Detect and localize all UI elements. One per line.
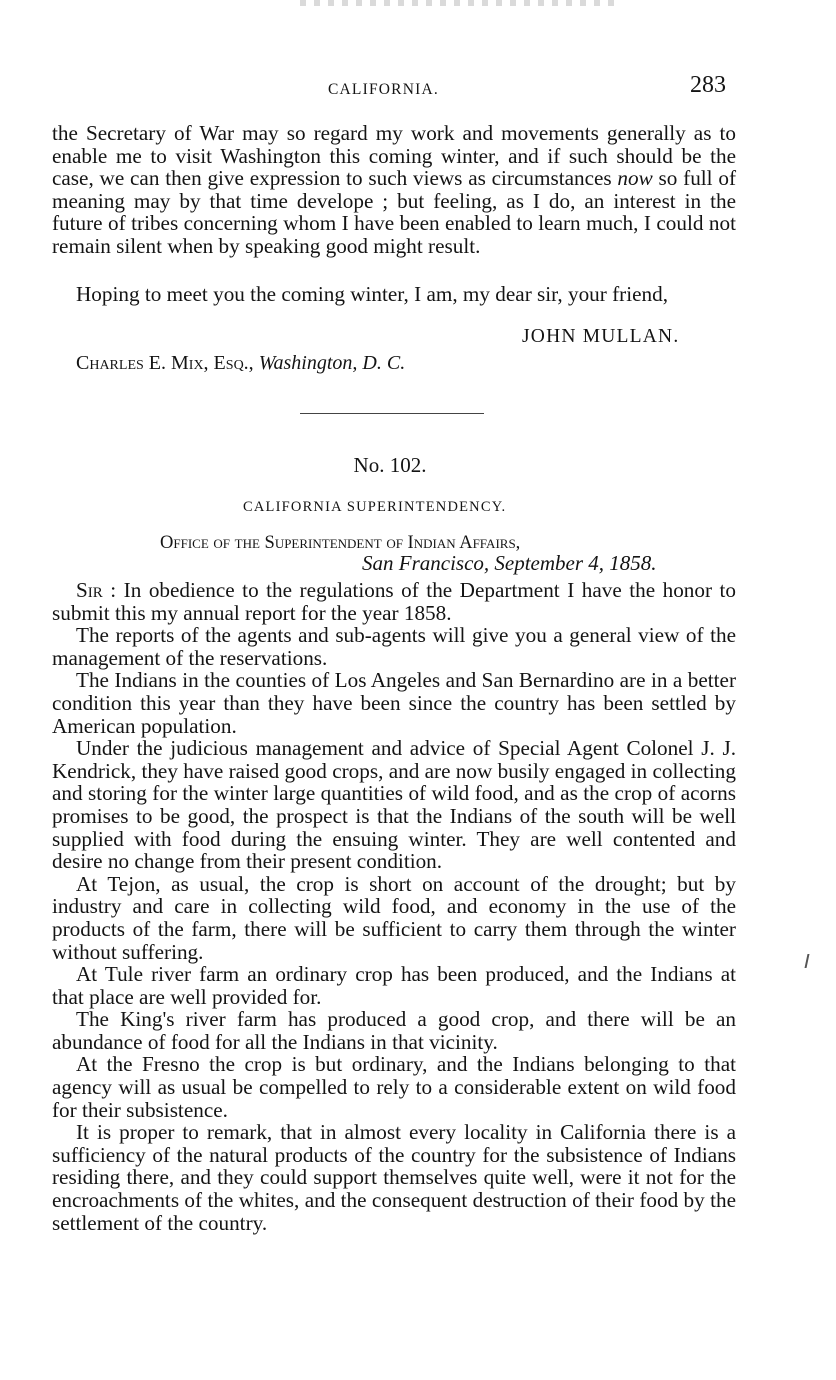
report-paragraph: At the Fresno the crop is but ordinary, and the Indians belonging to that agency will as usual be compelled to rely to a considerable extent on wild food for their subsistence. [52, 1052, 736, 1122]
salutation: Sir : [76, 578, 117, 602]
letter-paragraph-text: the Secretary of War may so regard my work and movements generally as to enable me to visit Washington this coming winter, and if such should be the case, we can then give expression to such views as circumstances now so full of meaning may by that time develope ; but feeling, as I do, an interest in the future of tribes concerning whom I have been enabled to learn much, I could not remain silent when by speaking good might result. [52, 121, 736, 258]
page-number: 283 [690, 72, 726, 98]
report-paragraph: The reports of the agents and sub-agents will give you a general view of the management of the reservations. [52, 623, 736, 670]
scan-edge-marks [300, 0, 620, 6]
report-paragraph: Under the judicious management and advice of Special Agent Colonel J. J. Kendrick, they have raised good crops, and are now busily engaged in collecting and storing for the winter large quantities of wild food, and as the crop of acorns promises to be good, the prospect is that the Indians of the south will be well supplied with food during the ensuing winter. They are well contented and desire no change from their present condition. [52, 736, 736, 874]
running-head [0, 72, 836, 106]
place-date-line [362, 551, 657, 576]
margin-mark [805, 954, 810, 968]
letter-closing [52, 283, 736, 306]
report-paragraph [52, 579, 736, 624]
office-line: Office of the Superintendent of Indian Affairs, [160, 533, 521, 553]
report-body [52, 579, 736, 1234]
addressee-place: Washington, D. C. [258, 352, 406, 374]
signature: JOHN MULLAN. [522, 326, 680, 347]
report-paragraph: At Tule river farm an ordinary crop has been produced, and the Indians at that place are well provided for. [52, 962, 736, 1009]
running-head-title: CALIFORNIA. [328, 81, 439, 98]
letter-paragraph [52, 122, 736, 258]
document-number: No. 102. [353, 453, 427, 477]
report-paragraph-text: In obedience to the regulations of the Department I have the honor to submit this my annual report for the year 1858. [52, 578, 737, 625]
addressee-name: Charles E. Mix, Esq., [76, 352, 254, 374]
section-heading: CALIFORNIA SUPERINTENDENCY. [243, 499, 507, 515]
emphasis-now: now [617, 166, 653, 191]
report-paragraph: It is proper to remark, that in almost every locality in California there is a sufficiency of the natural products of the country for the subsistence of Indians residing there, and they could support themselves quite well, were it not for the encroachments of the whites, and the consequent destruction of their food by the settlement of the country. [52, 1120, 736, 1235]
place-date-text: San Francisco, September 4, 1858. [362, 551, 657, 575]
report-paragraph: The King's river farm has produced a good crop, and there will be an abundance of food for all the Indians in that vicinity. [52, 1007, 736, 1054]
report-paragraph: The Indians in the counties of Los Angeles and San Bernardino are in a better condition this year than they have been since the country has been settled by American population. [52, 668, 736, 738]
addressee [76, 352, 405, 375]
report-paragraph: At Tejon, as usual, the crop is short on account of the drought; but by industry and care in collecting wild food, and economy in the use of the products of the farm, there will be sufficient to carry them through the winter without suffering. [52, 871, 736, 964]
letter-closing-text: Hoping to meet you the coming winter, I am, my dear sir, your friend, [76, 282, 668, 306]
section-divider [300, 413, 484, 414]
